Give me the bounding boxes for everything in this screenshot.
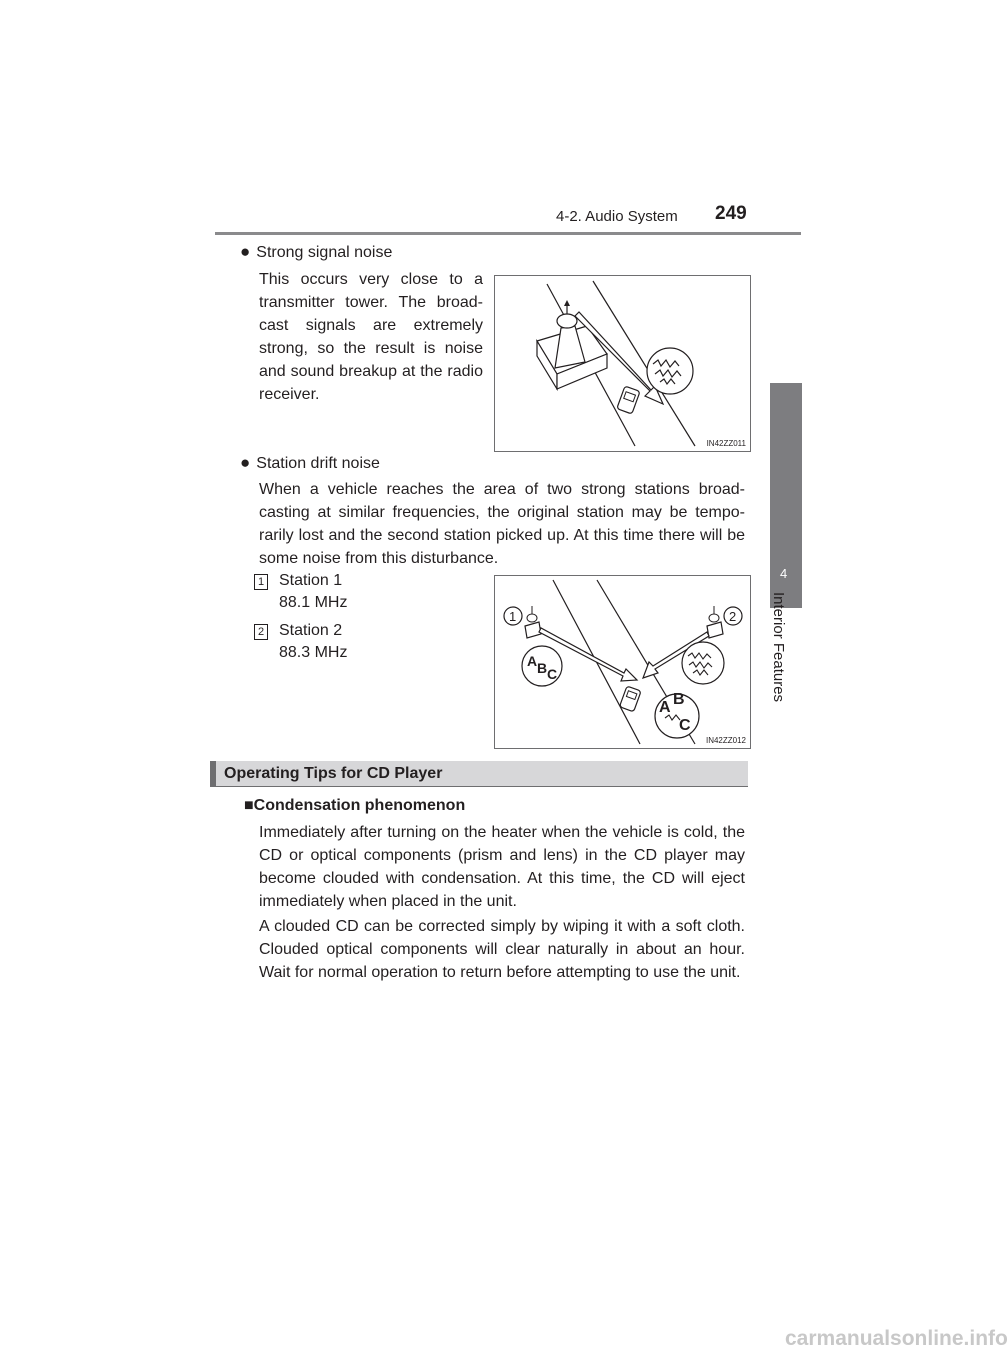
svg-text:B: B xyxy=(537,660,548,676)
condensation-heading: ■Condensation phenomenon xyxy=(244,797,466,814)
chapter-tab-number: 4 xyxy=(780,566,788,581)
svg-text:C: C xyxy=(547,666,558,682)
legend-number-2: 2 xyxy=(254,624,268,640)
bullet-icon: ● xyxy=(240,242,251,261)
legend-item-1: Station 1 88.1 MHz xyxy=(279,572,348,611)
station-drift-body: When a vehicle reaches the area of two strong stations broad-casting at similar frequencies, the original station may be tempo-rarily lost and the second station picked up. At this time there will be some noise from this disturbance. xyxy=(259,481,745,567)
strong-signal-body: This occurs very close to a transmitter tower. The broad-cast signals are extremely strong, so the result is noise and sound breakup at the radio receiver. xyxy=(259,271,483,403)
strong-signal-illustration xyxy=(495,276,750,451)
square-bullet-icon: ■ xyxy=(244,797,254,814)
section-bar-rule xyxy=(210,786,748,787)
strong-signal-figure xyxy=(494,275,751,452)
station-drift-heading: ● Station drift noise xyxy=(240,453,380,472)
station-drift-illustration xyxy=(495,576,750,748)
svg-text:2: 2 xyxy=(729,609,737,624)
legend-number-1: 1 xyxy=(254,574,268,590)
watermark: carmanualsonline.info xyxy=(785,1327,1008,1350)
chapter-tab-label: Interior Features xyxy=(770,592,787,703)
svg-text:1: 1 xyxy=(509,609,517,624)
svg-text:B: B xyxy=(673,691,685,708)
condensation-para-2: A clouded CD can be corrected simply by wiping it with a soft cloth. Clouded optical components will clear naturally in about an hour. Wait for normal operation to return before attempting to use the unit. xyxy=(259,918,745,981)
svg-text:C: C xyxy=(679,717,691,734)
svg-text:A: A xyxy=(659,699,671,716)
running-header-section: 4-2. Audio System xyxy=(556,208,678,225)
page-number: 249 xyxy=(715,203,747,224)
svg-text:A: A xyxy=(527,653,538,669)
bullet-icon: ● xyxy=(240,453,251,472)
header-rule xyxy=(215,232,801,235)
section-title: Operating Tips for CD Player xyxy=(224,765,443,782)
section-bar-accent xyxy=(210,761,216,786)
strong-signal-heading: ● Strong signal noise xyxy=(240,242,393,261)
condensation-para-1: Immediately after turning on the heater when the vehicle is cold, the CD or optical components (prism and lens) in the CD player may become clouded with condensation. At this time, the CD will eject immediately when placed in the unit. xyxy=(259,824,745,910)
figure-id: IN42ZZ011 xyxy=(706,439,746,448)
legend-item-2: Station 2 88.3 MHz xyxy=(279,622,348,661)
figure-id: IN42ZZ012 xyxy=(705,736,746,745)
station-drift-figure xyxy=(494,575,751,749)
